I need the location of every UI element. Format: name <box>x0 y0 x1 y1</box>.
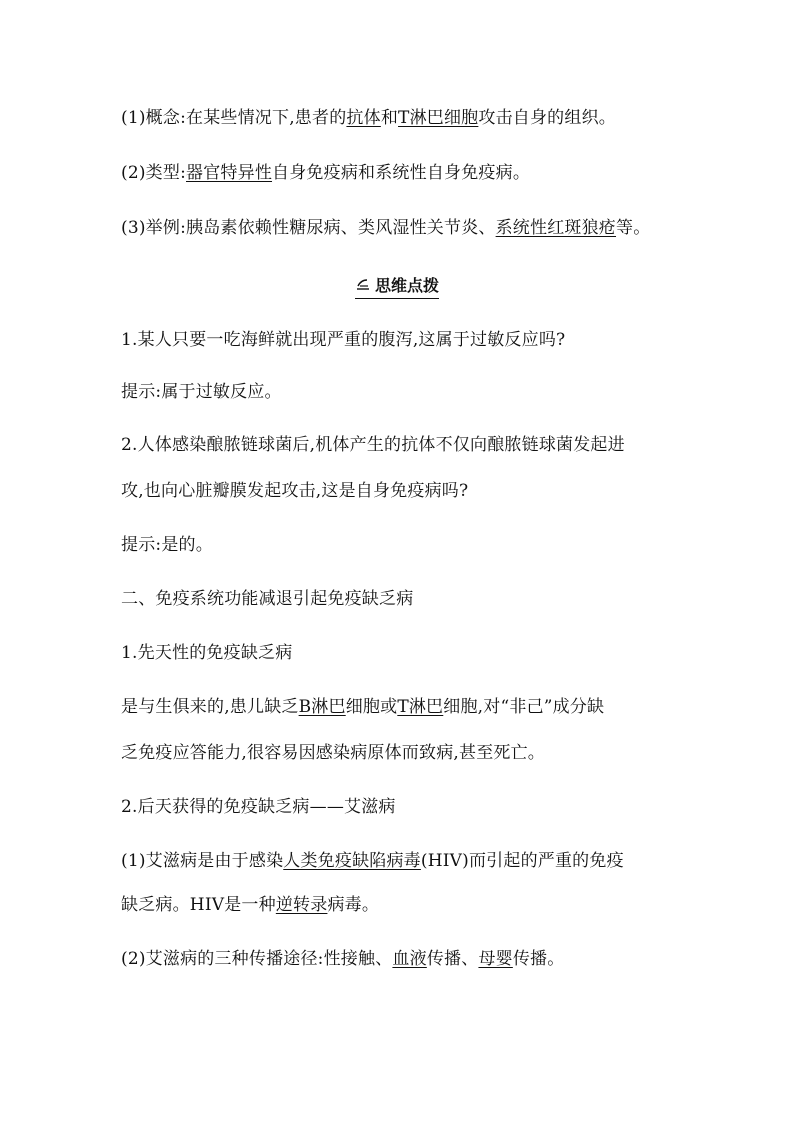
text: 和 <box>380 108 399 128</box>
concept-line <box>121 107 744 129</box>
text: 等。 <box>616 218 651 238</box>
underlined-term: 人类免疫缺陷病毒 <box>283 851 421 871</box>
text: (3)举例:胰岛素依赖性糖尿病、类风湿性关节炎、 <box>121 218 496 238</box>
text: 细胞或 <box>345 697 398 717</box>
text: (2)类型: <box>121 163 187 183</box>
text: (HIV)而引起的严重的免疫 <box>420 851 624 871</box>
text: 自身免疫病和系统性自身免疫病。 <box>272 163 531 183</box>
question-2-line-2: 攻,也向心脏瓣膜发起攻击,这是自身免疫病吗? <box>121 481 469 501</box>
text: 攻击自身的组织。 <box>478 108 616 128</box>
text: 传播、 <box>426 949 479 969</box>
underlined-term: 器官特异性 <box>186 163 273 183</box>
thinking-tip-heading <box>0 275 794 297</box>
callout-label: 思维点拨 <box>374 276 439 295</box>
underlined-term: 系统性红斑狼疮 <box>495 218 617 238</box>
subheading-aids: 2.后天获得的免疫缺乏病——艾滋病 <box>121 797 396 817</box>
examples-line <box>121 217 744 239</box>
underlined-term: T淋巴细胞 <box>398 108 479 128</box>
underlined-term: T淋巴 <box>397 697 444 717</box>
aids-para-2 <box>121 948 744 970</box>
underlined-term: 母婴 <box>478 949 513 969</box>
congenital-para-line-2: 乏免疫应答能力,很容易因感染病原体而致病,甚至死亡。 <box>121 743 546 763</box>
aids-para-1-line-2 <box>121 894 744 916</box>
text: 传播。 <box>512 949 565 969</box>
text: 病毒。 <box>327 895 380 915</box>
question-1: 1.某人只要一吃海鲜就出现严重的腹泻,这属于过敏反应吗? <box>121 330 566 350</box>
callout-underline <box>355 298 439 299</box>
text: (1)概念:在某些情况下,患者的 <box>121 108 347 128</box>
types-line <box>121 162 744 184</box>
underlined-term: B淋巴 <box>298 697 346 717</box>
pen-note-icon <box>355 278 371 292</box>
underlined-term: 逆转录 <box>275 895 328 915</box>
answer-1: 提示:属于过敏反应。 <box>121 382 282 402</box>
aids-para-1-line-1 <box>121 850 744 872</box>
answer-2: 提示:是的。 <box>121 535 213 555</box>
underlined-term: 抗体 <box>346 108 381 128</box>
text: (1)艾滋病是由于感染 <box>121 851 284 871</box>
underlined-term: 血液 <box>392 949 427 969</box>
text: 细胞,对“非己”成分缺 <box>443 697 605 717</box>
text: (2)艾滋病的三种传播途径:性接触、 <box>121 949 393 969</box>
text: 是与生俱来的,患儿缺乏 <box>121 697 299 717</box>
congenital-para-line-1 <box>121 696 744 718</box>
subheading-congenital: 1.先天性的免疫缺乏病 <box>121 643 293 663</box>
text: 缺乏病。HIV是一种 <box>121 895 276 915</box>
question-2-line-1: 2.人体感染酿脓链球菌后,机体产生的抗体不仅向酿脓链球菌发起进 <box>121 435 625 455</box>
section-heading: 二、免疫系统功能减退引起免疫缺乏病 <box>121 589 414 609</box>
